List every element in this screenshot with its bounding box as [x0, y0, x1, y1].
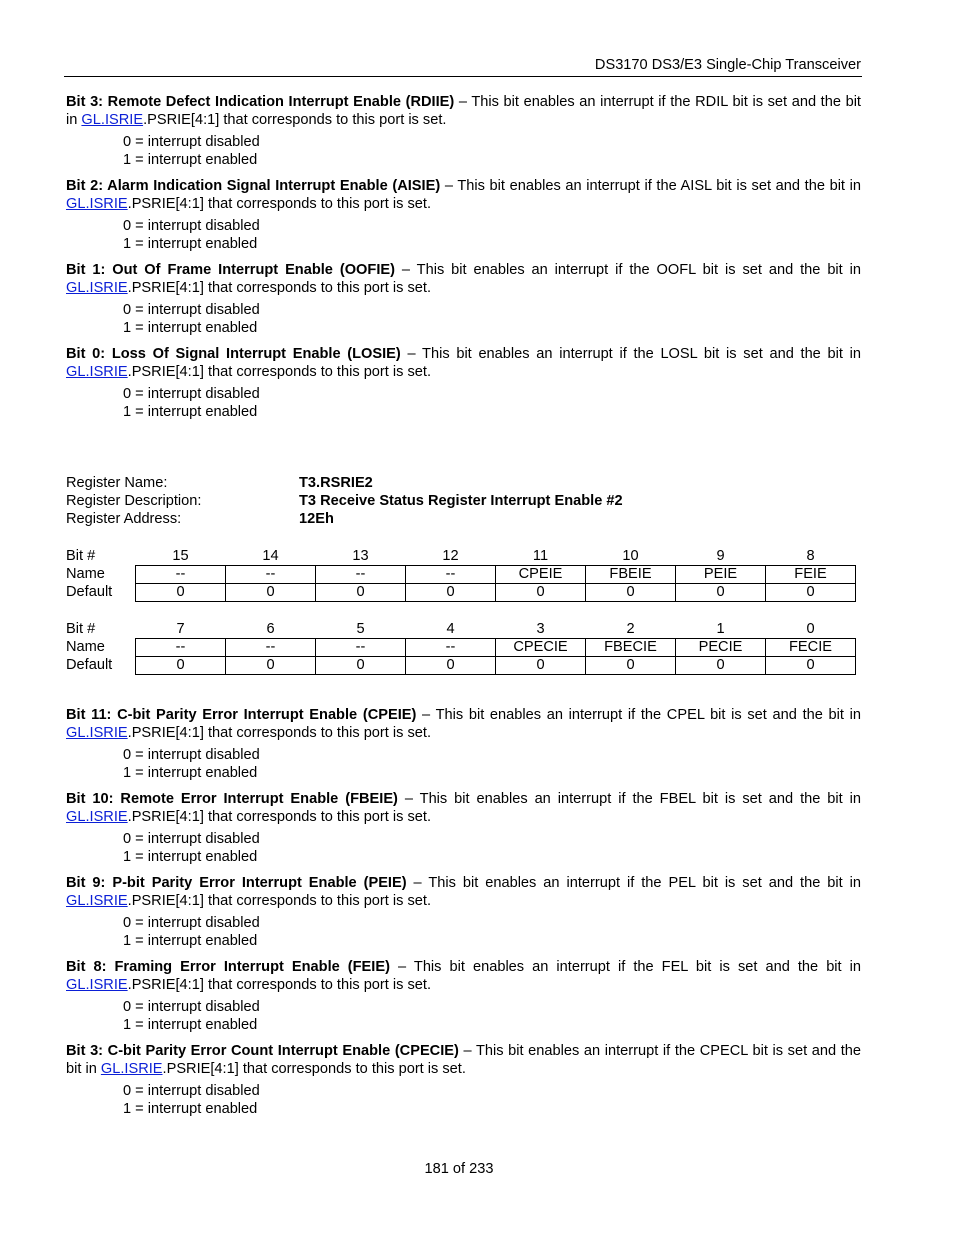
bit-default-row	[66, 657, 856, 675]
bit-number: 8	[806, 548, 815, 564]
bit-default-cell: 0	[316, 657, 406, 675]
option-disabled: 0 = interrupt disabled	[123, 831, 260, 847]
register-bit-table-high	[66, 548, 856, 602]
option-enabled: 1 = interrupt enabled	[123, 404, 258, 420]
register-bit-table-low	[66, 621, 856, 675]
bit-description-cpeie: Bit 11: C-bit Parity Error Interrupt Enable (CPEIE) – This bit enables an interrupt if the CPEL bit is set and the bit in GL.ISRIE.PSRIE[4:1] that corresponds to this port is set. 0 = interrupt disabled 1 = interrupt enabled	[66, 707, 861, 781]
option-disabled: 0 = interrupt disabled	[123, 747, 260, 763]
register-bit-descriptions	[66, 706, 861, 1118]
bit-number: 6	[266, 621, 275, 637]
option-enabled: 1 = interrupt enabled	[123, 765, 258, 781]
bit-default-cell: 0	[136, 657, 226, 675]
bit-default-cell: 0	[586, 584, 676, 602]
page-body	[66, 93, 861, 1126]
gl-isrie-link[interactable]: GL.ISRIE	[66, 809, 128, 825]
bit-text: This bit enables an interrupt if the RDIL bit is set and the bit in	[66, 94, 861, 128]
option-enabled: 1 = interrupt enabled	[123, 933, 258, 949]
header-divider	[64, 76, 862, 77]
bit-title: Bit 3: C-bit Parity Error Count Interrupt Enable (CPECIE)	[66, 1043, 459, 1059]
gl-isrie-link[interactable]: GL.ISRIE	[81, 112, 144, 128]
bit-name-cell: --	[316, 566, 406, 584]
option-enabled: 1 = interrupt enabled	[123, 1017, 258, 1033]
bit-default-cell: 0	[676, 657, 766, 675]
bit-default-cell: 0	[136, 584, 226, 602]
bit-default-cell: 0	[676, 584, 766, 602]
bit-name-cell: FBEIE	[586, 566, 676, 584]
bit-default-cell: 0	[226, 584, 316, 602]
bit-number: 5	[356, 621, 365, 637]
bit-name-cell: --	[136, 639, 226, 657]
bit-name-cell: --	[406, 639, 496, 657]
bit-default-cell: 0	[226, 657, 316, 675]
bit-number: 7	[176, 621, 185, 637]
bit-number: 15	[172, 548, 189, 564]
bit-description-oofie: Bit 1: Out Of Frame Interrupt Enable (OOFIE) – This bit enables an interrupt if the OOFL bit is set and the bit in GL.ISRIE.PSRIE[4:1] that corresponds to this port is set. 0 = interrupt disabled 1 = interrupt enabled	[66, 262, 862, 336]
bit-default-cell: 0	[406, 584, 496, 602]
option-enabled: 1 = interrupt enabled	[123, 152, 258, 168]
bit-number: 13	[352, 548, 369, 564]
gl-isrie-link[interactable]: GL.ISRIE	[66, 196, 128, 212]
bit-number: 11	[532, 548, 549, 564]
option-disabled: 0 = interrupt disabled	[123, 134, 260, 150]
bit-number: 14	[262, 548, 279, 564]
page-header: DS3170 DS3/E3 Single-Chip Transceiver	[594, 57, 861, 73]
gl-isrie-link[interactable]: GL.ISRIE	[66, 725, 128, 741]
bit-name-label: Name	[66, 639, 105, 655]
option-disabled: 0 = interrupt disabled	[123, 999, 260, 1015]
bit-number-row	[66, 548, 856, 566]
option-disabled: 0 = interrupt disabled	[123, 302, 260, 318]
bit-name-cell: --	[406, 566, 496, 584]
bit-title: Bit 1: Out Of Frame Interrupt Enable (OOFIE)	[66, 262, 395, 278]
bit-name-cell: --	[316, 639, 406, 657]
gl-isrie-link[interactable]: GL.ISRIE	[66, 977, 128, 993]
bit-name-cell: FECIE	[766, 639, 856, 657]
bit-number-row	[66, 621, 856, 639]
bit-number-label: Bit #	[66, 621, 96, 638]
bit-title: Bit 10: Remote Error Interrupt Enable (FBEIE)	[66, 791, 398, 807]
bit-description-rdiie: Bit 3: Remote Defect Indication Interrupt Enable (RDIIE) – This bit enables an interrupt if the RDIL bit is set and the bit in GL.ISRIE.PSRIE[4:1] that corresponds to this port is set. 0 = interrupt disabled 1 = interrupt enabled	[66, 94, 861, 168]
bit-name-cell: CPEIE	[496, 566, 586, 584]
bit-name-cell: FBECIE	[586, 639, 676, 657]
bit-text: This bit enables an interrupt if the FEL bit is set and the bit in	[413, 959, 862, 975]
gl-isrie-link[interactable]: GL.ISRIE	[66, 893, 128, 909]
option-disabled: 0 = interrupt disabled	[123, 1083, 260, 1099]
bit-default-cell: 0	[586, 657, 676, 675]
bit-name-cell: --	[136, 566, 226, 584]
option-enabled: 1 = interrupt enabled	[123, 236, 258, 252]
bit-title: Bit 0: Loss Of Signal Interrupt Enable (LOSIE)	[66, 346, 401, 362]
bit-text: This bit enables an interrupt if the AISL bit is set and the bit in	[457, 178, 861, 194]
bit-description-feie: Bit 8: Framing Error Interrupt Enable (FEIE) – This bit enables an interrupt if the FEL bit is set and the bit in GL.ISRIE.PSRIE[4:1] that corresponds to this port is set. 0 = interrupt disabled 1 = interrupt enabled	[66, 959, 862, 1033]
option-enabled: 1 = interrupt enabled	[123, 1101, 258, 1117]
bit-description-losie: Bit 0: Loss Of Signal Interrupt Enable (LOSIE) – This bit enables an interrupt if the LOSL bit is set and the bit in GL.ISRIE.PSRIE[4:1] that corresponds to this port is set. 0 = interrupt disabled 1 = interrupt enabled	[66, 346, 861, 420]
bit-default-label: Default	[66, 657, 113, 673]
bit-default-cell: 0	[316, 584, 406, 602]
bit-default-label: Default	[66, 584, 113, 600]
bit-description-peie: Bit 9: P-bit Parity Error Interrupt Enable (PEIE) – This bit enables an interrupt if the PEL bit is set and the bit in GL.ISRIE.PSRIE[4:1] that corresponds to this port is set. 0 = interrupt disabled 1 = interrupt enabled	[66, 875, 861, 949]
gl-isrie-link[interactable]: GL.ISRIE	[66, 364, 128, 380]
bit-text: This bit enables an interrupt if the OOFL bit is set and the bit in	[416, 262, 862, 278]
option-disabled: 0 = interrupt disabled	[123, 386, 260, 402]
bit-name-cell: CPECIE	[496, 639, 586, 657]
bit-default-cell: 0	[406, 657, 496, 675]
bit-description-cpecie: Bit 3: C-bit Parity Error Count Interrupt Enable (CPECIE) – This bit enables an interrupt if the CPECL bit is set and the bit in GL.ISRIE.PSRIE[4:1] that corresponds to this port is set. 0 = interrupt disabled 1 = interrupt enabled	[66, 1043, 861, 1117]
bit-number: 3	[536, 621, 545, 637]
bit-title: Bit 2: Alarm Indication Signal Interrupt Enable (AISIE)	[66, 178, 441, 194]
register-name-label: Register Name:	[66, 475, 168, 491]
register-name-value: T3.RSRIE2	[299, 475, 373, 491]
bit-default-row	[66, 584, 856, 602]
bit-number: 4	[446, 621, 455, 637]
bit-number: 1	[716, 621, 725, 637]
bit-default-cell: 0	[496, 584, 586, 602]
gl-isrie-link[interactable]: GL.ISRIE	[66, 280, 128, 296]
bit-name-cell: PECIE	[676, 639, 766, 657]
bit-number: 12	[442, 548, 459, 564]
bit-name-row	[66, 639, 856, 657]
bit-default-cell: 0	[766, 657, 856, 675]
bit-text: This bit enables an interrupt if the CPECL bit is set and the bit in	[66, 1043, 861, 1077]
register-description-label: Register Description:	[66, 493, 202, 509]
bit-number: 9	[716, 548, 725, 564]
bit-text: This bit enables an interrupt if the PEL bit is set and the bit in	[428, 875, 861, 891]
bit-number: 10	[622, 548, 639, 564]
bit-number-label: Bit #	[66, 548, 96, 565]
bit-description-aisie: Bit 2: Alarm Indication Signal Interrupt Enable (AISIE) – This bit enables an interrupt if the AISL bit is set and the bit in GL.ISRIE.PSRIE[4:1] that corresponds to this port is set. 0 = interrupt disabled 1 = interrupt enabled	[66, 178, 861, 252]
register-address-value: 12Eh	[299, 511, 334, 527]
gl-isrie-link[interactable]: GL.ISRIE	[100, 1061, 163, 1077]
option-disabled: 0 = interrupt disabled	[123, 915, 260, 931]
register-info	[66, 474, 861, 528]
bit-name-cell: PEIE	[676, 566, 766, 584]
option-enabled: 1 = interrupt enabled	[123, 849, 258, 865]
bit-name-cell: --	[226, 639, 316, 657]
bit-text: This bit enables an interrupt if the LOSL bit is set and the bit in	[422, 346, 861, 362]
bit-text: This bit enables an interrupt if the CPEL bit is set and the bit in	[435, 707, 861, 723]
bit-title: Bit 3: Remote Defect Indication Interrupt Enable (RDIIE)	[66, 94, 455, 110]
register-description-value: T3 Receive Status Register Interrupt Enable #2	[299, 493, 623, 509]
bit-name-cell: --	[226, 566, 316, 584]
bit-title: Bit 11: C-bit Parity Error Interrupt Enable (CPEIE)	[66, 707, 417, 723]
bit-text: This bit enables an interrupt if the FBEL bit is set and the bit in	[419, 791, 862, 807]
bit-default-cell: 0	[496, 657, 586, 675]
bit-name-cell: FEIE	[766, 566, 856, 584]
bit-name-row	[66, 566, 856, 584]
page-number: 181 of 233	[424, 1161, 494, 1177]
bit-number: 0	[806, 621, 815, 637]
register-section	[66, 474, 861, 675]
option-disabled: 0 = interrupt disabled	[123, 218, 260, 234]
bit-default-cell: 0	[766, 584, 856, 602]
bit-number: 2	[626, 621, 635, 637]
bit-title: Bit 9: P-bit Parity Error Interrupt Enable (PEIE)	[66, 875, 407, 891]
register-address-label: Register Address:	[66, 511, 182, 527]
bit-title: Bit 8: Framing Error Interrupt Enable (FEIE)	[66, 959, 390, 975]
bit-description-fbeie: Bit 10: Remote Error Interrupt Enable (FBEIE) – This bit enables an interrupt if the FBEL bit is set and the bit in GL.ISRIE.PSRIE[4:1] that corresponds to this port is set. 0 = interrupt disabled 1 = interrupt enabled	[66, 791, 862, 865]
option-enabled: 1 = interrupt enabled	[123, 320, 258, 336]
bit-name-label: Name	[66, 566, 105, 582]
